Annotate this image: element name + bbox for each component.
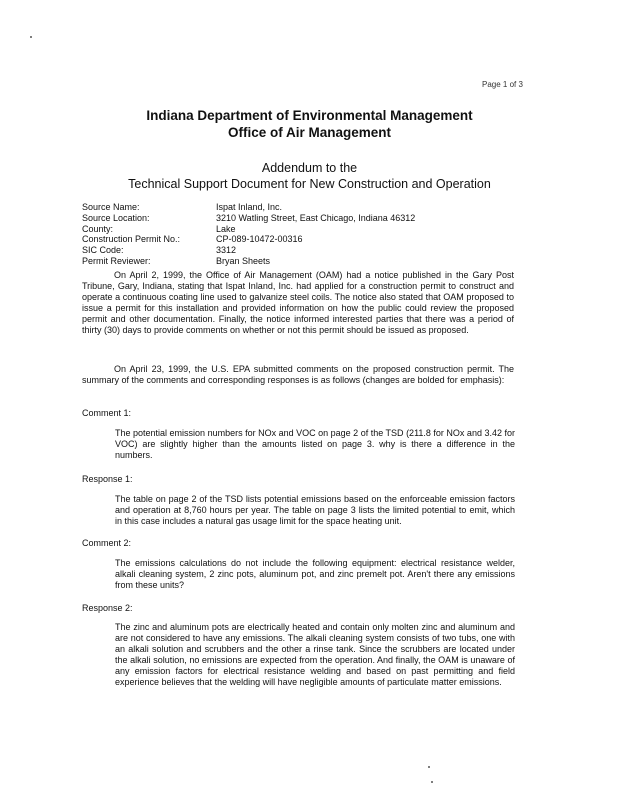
fact-row-sic-code (82, 245, 415, 256)
comment-2-text: The emissions calculations do not include the following equipment: electrical resistance welder, alkali cleaning system, 2 zinc pots, aluminum pot, and zinc premelt pot. Aren't there any emissions from these units? (115, 558, 515, 590)
page-number: Page 1 of 3 (482, 80, 523, 89)
fact-value: Ispat Inland, Inc. (216, 202, 283, 212)
fact-row-permit-no (82, 234, 415, 245)
fact-value: Bryan Sheets (216, 255, 271, 266)
scan-speck (431, 781, 433, 783)
fact-label: County: (82, 223, 114, 234)
fact-label: SIC Code: (82, 245, 124, 256)
response-2-text: The zinc and aluminum pots are electrically heated and contain only molten zinc and aluminum and are not considered to have any emissions. The alkali cleaning system consists of two tubs, one with an alkali solution and scrubbers and the other a rinse tank. Since the scrubbers are located under the alkali solution, no emissions are expected from the operation. And finally, the OAM is unaware of any emission factors for electrical resistance welding and based on past permitting and field experience believes that the welding will have negligible amounts of particulate matter emissions. (115, 622, 515, 687)
response-1-label: Response 1: (82, 474, 133, 484)
comment-2-label: Comment 2: (82, 538, 132, 548)
response-2-label: Response 2: (82, 603, 133, 613)
fact-row-permit-reviewer (82, 256, 415, 267)
response-1-text: The table on page 2 of the TSD lists potential emissions based on the enforceable emission factors and operation at 8,760 hours per year. The table on page 3 lists the limited potential to emit, which in this case includes a natural gas usage limit for the space heating unit. (115, 494, 515, 526)
fact-row-source-name (82, 202, 415, 213)
title-line-1: Addendum to the (261, 161, 358, 175)
comment-1-text: The potential emission numbers for NOx and VOC on page 2 of the TSD (211.8 for NOx and 3.42 for VOC) are slightly higher than the amounts listed on page 3. why is there a difference in the numbers. (115, 428, 515, 460)
fact-row-source-location (82, 213, 415, 224)
office-heading: Office of Air Management (227, 125, 392, 140)
scan-speck (428, 766, 430, 768)
fact-value: Lake (216, 223, 236, 234)
fact-label: Source Location: (82, 212, 150, 223)
fact-label: Construction Permit No.: (82, 234, 181, 245)
scan-speck (30, 36, 32, 38)
fact-label: Permit Reviewer: (82, 255, 151, 266)
source-facts-table (82, 202, 415, 267)
fact-value: 3210 Watling Street, East Chicago, Indiana 46312 (216, 212, 416, 223)
comment-1-label: Comment 1: (82, 408, 132, 418)
fact-value: CP-089-10472-00316 (216, 234, 303, 245)
department-heading: Indiana Department of Environmental Management (146, 108, 473, 123)
intro-paragraph: On April 2, 1999, the Office of Air Management (OAM) had a notice published in the Gary Post Tribune, Gary, Indiana, stating that Ispat Inland, Inc. had applied for a construction permit to construct and operate a continuous coating line used to galvanize steel coils. The notice also stated that OAM proposed to issue a permit for this installation and provided information on how the public could review the proposed permit and other documentation. Finally, the notice informed interested parties that there was a period of thirty (30) days to provide comments on whether or not this permit should be issued as proposed. (82, 270, 514, 335)
epa-paragraph: On April 23, 1999, the U.S. EPA submitted comments on the proposed construction permit. The summary of the comments and corresponding responses is as follows (changes are bolded for emphasis): (82, 364, 514, 385)
fact-row-county (82, 224, 415, 235)
fact-value: 3312 (216, 245, 237, 256)
fact-label: Source Name: (82, 202, 140, 212)
title-line-2: Technical Support Document for New Construction and Operation (128, 177, 491, 191)
